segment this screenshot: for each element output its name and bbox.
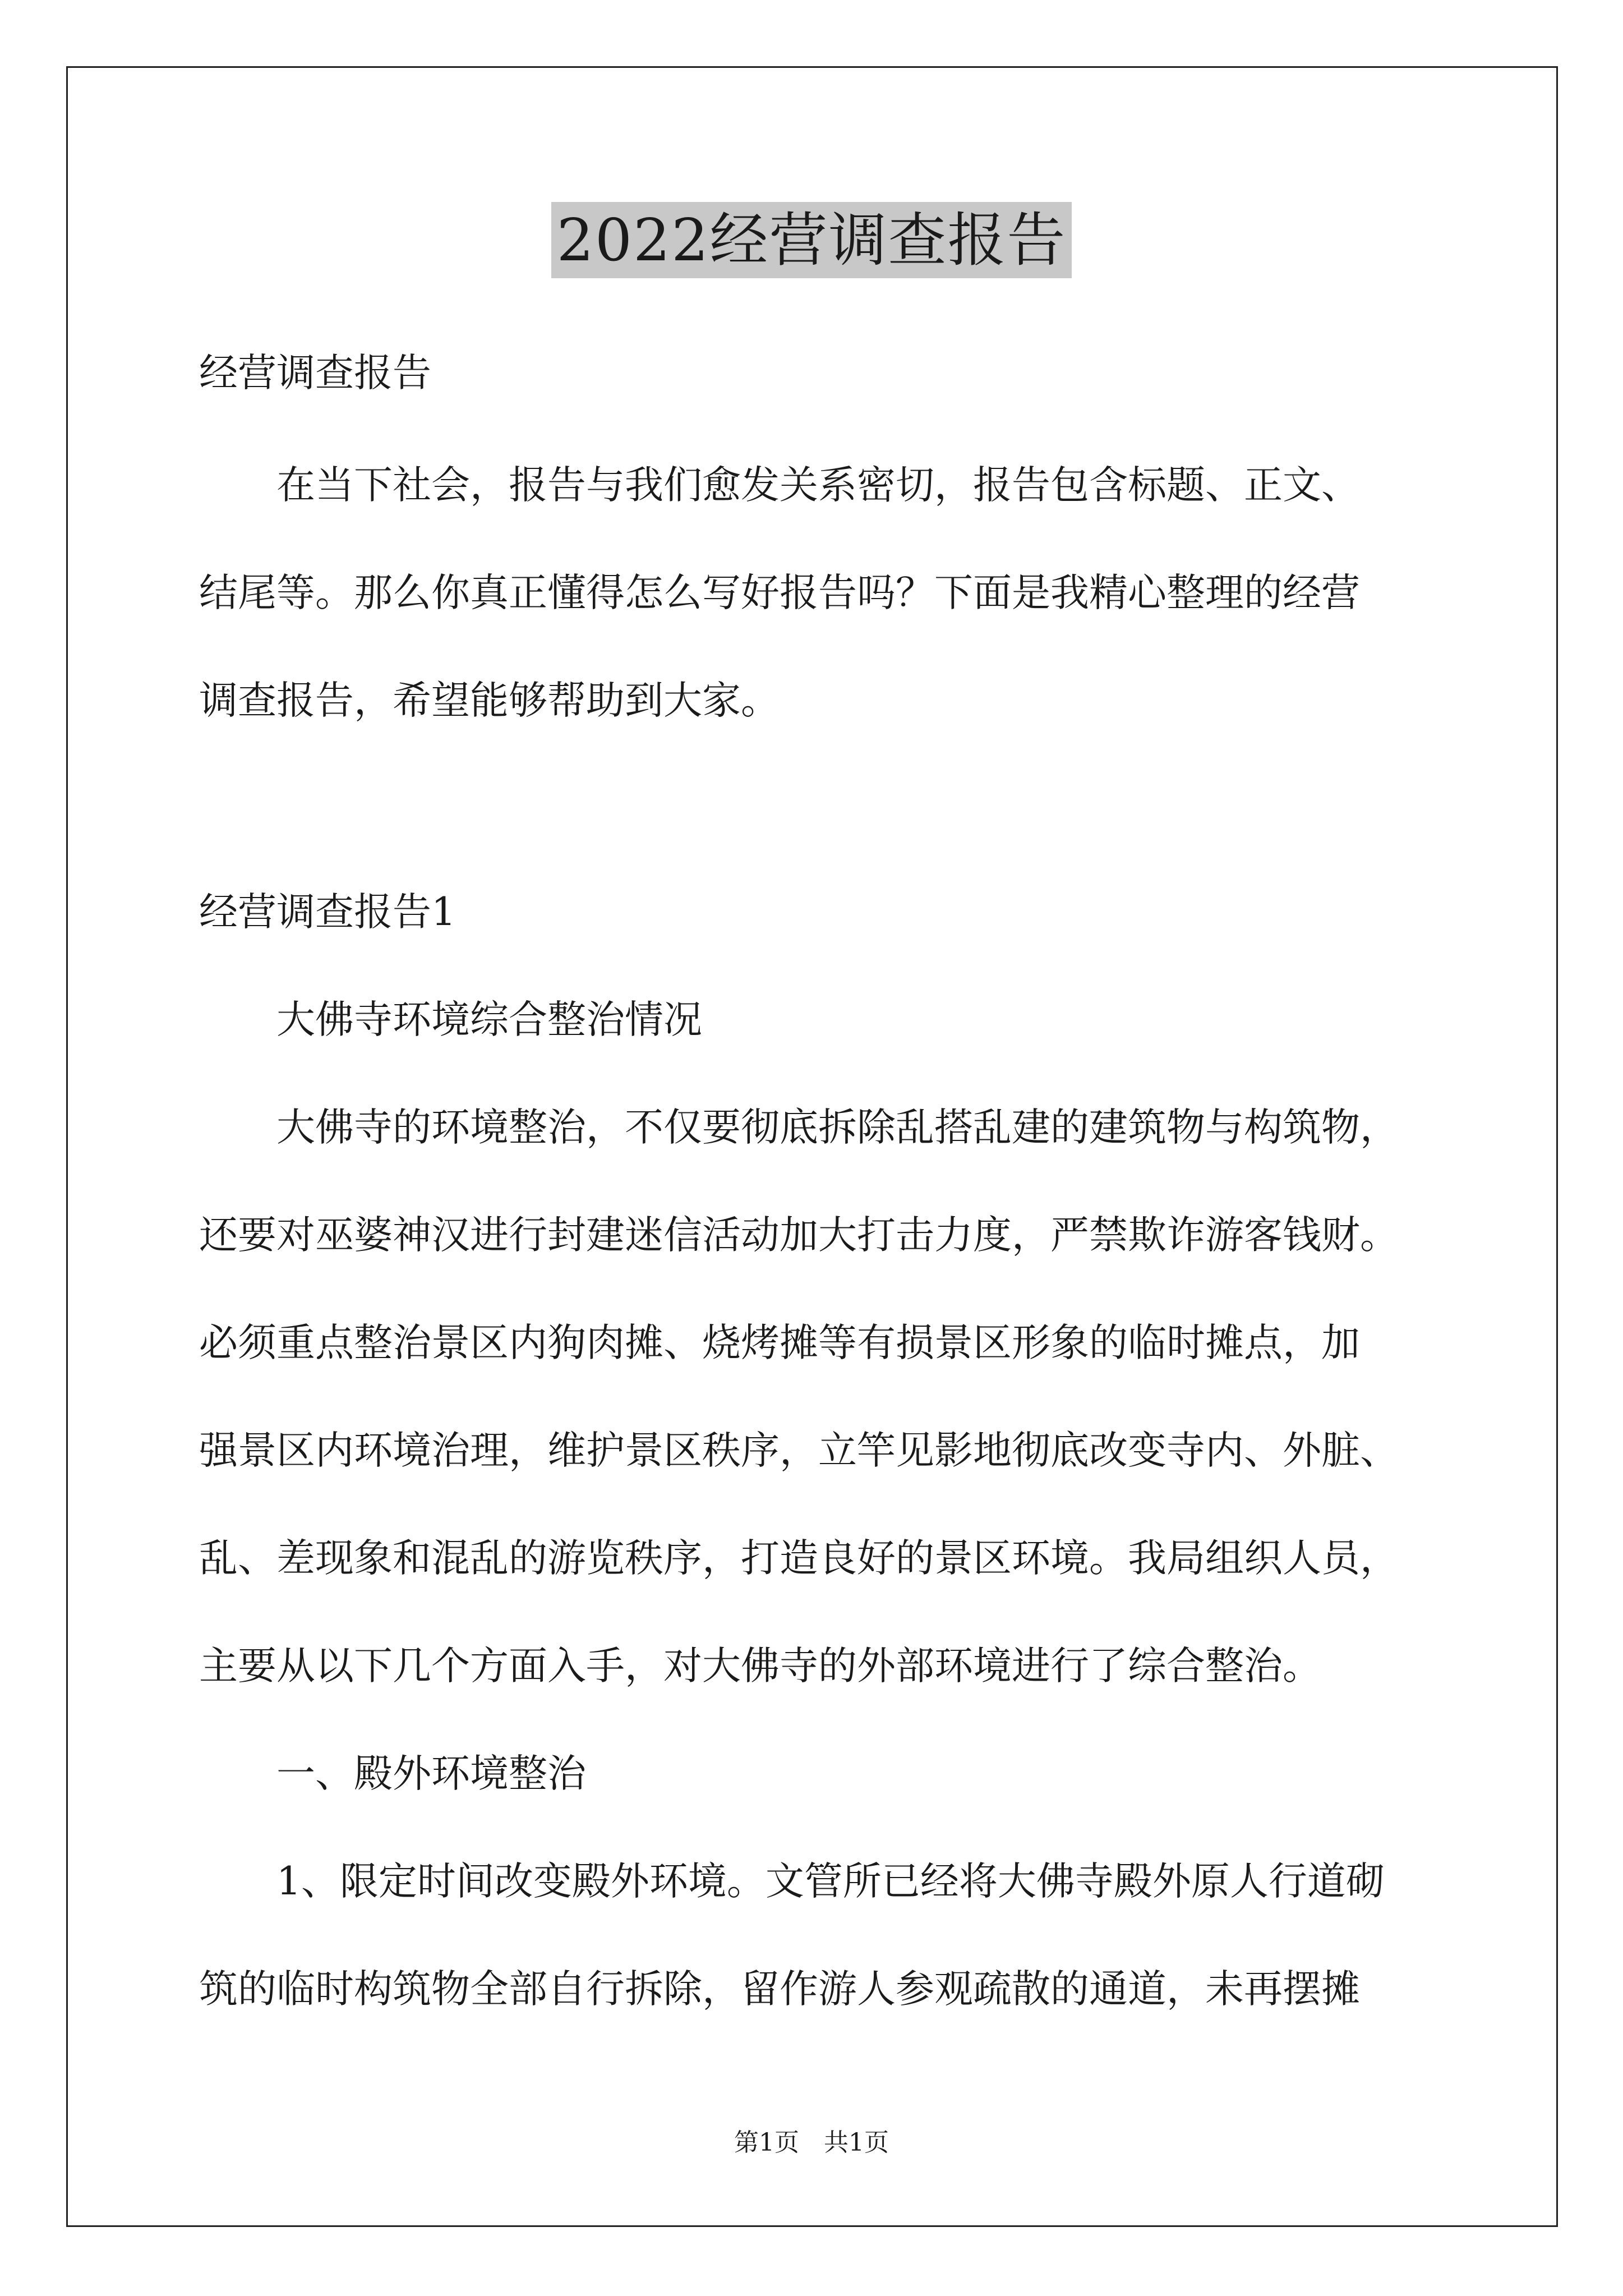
body-line-6: 主要从以下几个方面入手，对大佛寺的外部环境进行了综合整治。 (199, 1644, 1321, 1688)
intro-line-2: 结尾等。那么你真正懂得怎么写好报告吗？下面是我精心整理的经营 (199, 570, 1360, 615)
body-line-2: 还要对巫婆神汉进行封建迷信活动加大打击力度，严禁欺诈游客钱财。 (199, 1213, 1399, 1258)
section-heading: 经营调查报告 (199, 351, 431, 395)
body-line-1: 大佛寺的环境整治，不仅要彻底拆除乱搭乱建的建筑物与构筑物， (199, 1105, 1399, 1150)
page-footer: 第1页 共1页 (734, 2128, 889, 2157)
item-one-line-2: 筑的临时构筑物全部自行拆除，留作游人参观疏散的通道，未再摆摊 (199, 1967, 1360, 2012)
item-one-line-1: 1、限定时间改变殿外环境。文管所已经将大佛寺殿外原人行道砌 (199, 1859, 1385, 1904)
subheading: 大佛寺环境综合整治情况 (199, 997, 702, 1042)
body-line-3: 必须重点整治景区内狗肉摊、烧烤摊等有损景区形象的临时摊点，加 (199, 1320, 1360, 1365)
intro-line-3: 调查报告，希望能够帮助到大家。 (199, 678, 780, 723)
title-container (0, 202, 1623, 278)
intro-line-1: 在当下社会，报告与我们愈发关系密切，报告包含标题、正文、 (199, 463, 1360, 508)
body-line-5: 乱、差现象和混乱的游览秩序，打造良好的景区环境。我局组织人员， (199, 1536, 1399, 1581)
document-title: 2022经营调查报告 (551, 202, 1072, 278)
report-1-heading: 经营调查报告1 (199, 890, 456, 935)
section-one-heading: 一、殿外环境整治 (199, 1751, 586, 1796)
body-line-4: 强景区内环境治理，维护景区秩序，立竿见影地彻底改变寺内、外脏、 (199, 1428, 1399, 1473)
